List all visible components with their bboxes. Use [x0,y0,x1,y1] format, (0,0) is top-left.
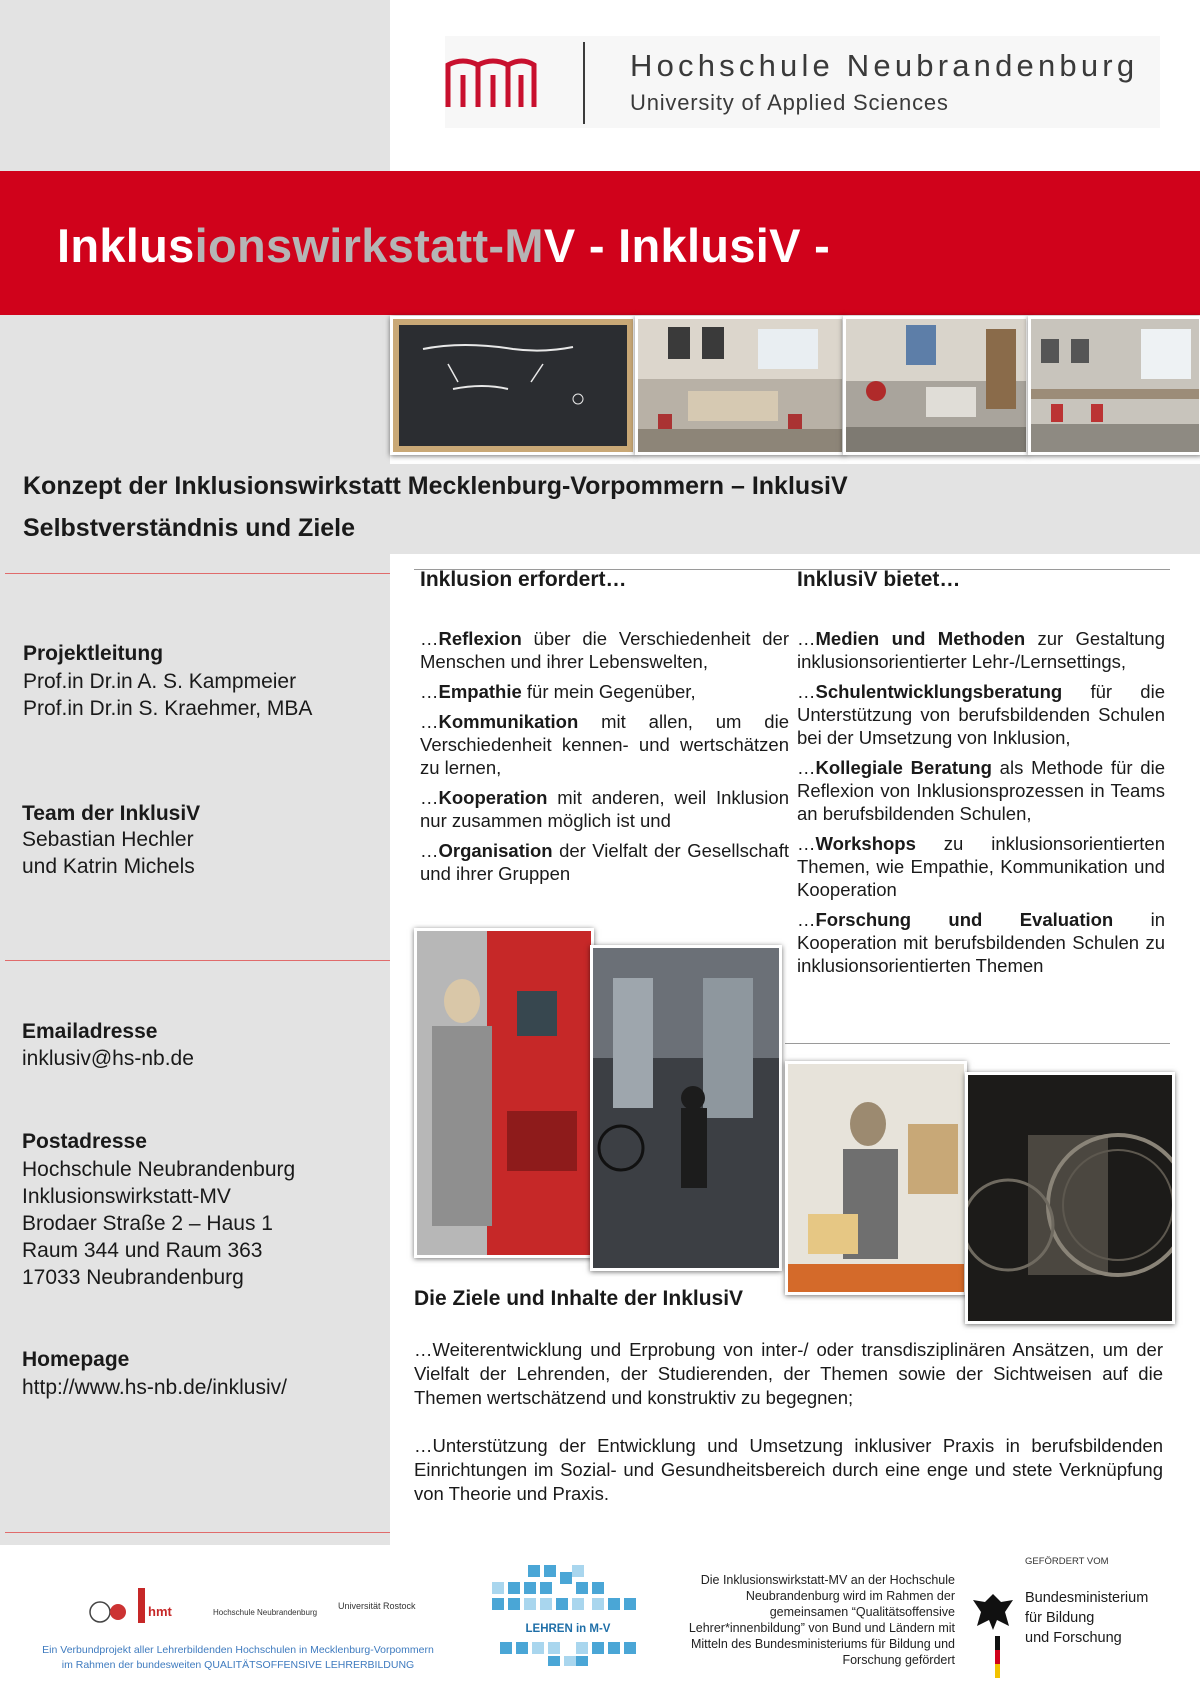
offers-list [797,627,1165,984]
goals-heading: Die Ziele und Inhalte der InklusiV [414,1287,744,1310]
chalkboard-photo [390,316,636,455]
address-heading: Postadresse [22,1130,147,1153]
address-line: Hochschule Neubrandenburg [22,1158,296,1181]
address-line: 17033 Neubrandenburg [22,1266,244,1289]
requirements-heading: Inklusion erfordert… [420,568,627,591]
partner-caption: im Rahmen der bundesweiten QUALITÄTSOFFENSIVE LEHRERBILDUNG [61,1659,415,1671]
hallway-person-photo [785,1061,967,1295]
university-name: Hochschule Neubrandenburg [630,48,1139,83]
room-photo-3 [1028,316,1200,455]
federal-eagle-icon [965,1586,1021,1681]
homepage-heading: Homepage [22,1348,130,1371]
bmbf-logo-area [965,1550,1150,1680]
partner-caption: Ein Verbundprojekt aller Lehrerbildenden Hochschulen in Mecklenburg-Vorpommern [42,1644,434,1656]
project-lead-name: Prof.in Dr.in A. S. Kampmeier [23,670,297,693]
vending-machine-photo [414,928,594,1258]
list-item: …Workshops zu inklusionsorientierten Themen, wie Empathie, Kommunikation und Kooperation [797,833,1165,900]
email-heading: Emailadresse [22,1020,158,1043]
list-item: …Kooperation mit anderen, weil Inklusion nur zusammen möglich ist und [420,787,789,831]
list-item: …Schulentwicklungsberatung für die Unterstützung von berufsbildenden Schulen bei der Umsetzung von Inklusion, [797,681,1165,748]
page-title: Inklusionswirkstatt-MV - InklusiV - [57,219,831,272]
address-line: Brodaer Straße 2 – Haus 1 [22,1212,273,1235]
goals-text [414,1338,1163,1530]
concept-title: Konzept der Inklusionswirkstatt Mecklenburg-Vorpommern – InklusiV [23,472,848,500]
team-member: und Katrin Michels [22,855,195,878]
hmt-logo: hmt [148,1604,172,1619]
logo-divider [583,42,585,124]
email-link[interactable]: inklusiv@hs-nb.de [22,1047,194,1070]
offers-heading: InklusiV bietet… [797,568,961,591]
project-lead-name: Prof.in Dr.in S. Kraehmer, MBA [23,697,313,720]
hsnb-logo: Hochschule Neubrandenburg [213,1608,318,1617]
goal-paragraph: …Weiterentwicklung und Erprobung von inter-/ oder transdisziplinären Ansätzen, um der Vielfalt der Lehrenden, der Studierenden, der Themen sowie der Sichtweisen auf die Themen wertschätzend und konstruktiv zu begegnen; [414,1339,1163,1408]
lehren-mv-logo-icon [488,1560,648,1670]
university-seal-icon [88,1600,128,1625]
partner-logos [18,1550,448,1680]
list-item: …Kommunikation mit allen, um die Verschiedenheit kennen- und wertschätzen zu lernen, [420,711,789,778]
list-item: …Kollegiale Beratung als Methode für die Reflexion von Inklusionsprozessen in Teams an berufsbildenden Schulen, [797,757,1165,824]
concept-subtitle: Selbstverständnis und Ziele [23,514,356,542]
divider [785,1043,1170,1044]
funding-label: GEFÖRDERT VOM [1025,1556,1109,1567]
wheelchair-group-photo [590,945,782,1271]
list-item: …Reflexion über die Verschiedenheit der Menschen und ihrer Lebenswelten, [420,628,789,672]
university-subtitle: University of Applied Sciences [630,90,949,115]
room-photo-1 [635,316,845,455]
funding-note: Die Inklusionswirkstatt-MV an der Hochschule Neubrandenburg wird im Rahmen der gemeinsamen “Qualitätsoffensive Lehrer*innenbildung” von Bund und Ländern mit Mitteln des Bundesministeriums für Bildung und Forschung gefördert [688,1573,955,1667]
list-item: …Medien und Methoden zur Gestaltung inklusionsorientierter Lehr-/Lernsettings, [797,628,1165,672]
list-item: …Forschung und Evaluation in Kooperation mit berufsbildenden Schulen zu inklusionsorientierten Themen [797,909,1166,976]
wheelchair-closeup-photo [965,1072,1175,1324]
homepage-link[interactable]: http://www.hs-nb.de/inklusiv/ [22,1376,287,1399]
hmt-logo-bar [138,1588,145,1623]
list-item: …Empathie für mein Gegenüber, [420,681,696,702]
divider [5,1532,390,1533]
divider [5,960,390,961]
team-member: Sebastian Hechler [22,828,194,851]
list-item: …Organisation der Vielfalt der Gesellschaft und ihrer Gruppen [420,840,789,884]
requirements-list [420,627,789,892]
rostock-logo: Universität Rostock [338,1601,416,1611]
address-line: Inklusionswirkstatt-MV [22,1185,231,1208]
divider [5,573,390,574]
university-logo-icon [445,55,537,109]
goal-paragraph: …Unterstützung der Entwicklung und Umsetzung inklusiver Praxis in berufsbildenden Einrichtungen im Sozial- und Gesundheitsbereich durch eine enge und stete Verknüpfung von Theorie und Praxis. [414,1435,1163,1504]
address-line: Raum 344 und Raum 363 [22,1239,263,1262]
project-lead-heading: Projektleitung [23,642,164,665]
ministry-name: Bundesministerium für Bildung und Forschung [1025,1590,1149,1646]
team-heading: Team der InklusiV [22,802,201,825]
room-photo-2 [843,316,1029,455]
lehren-mv-logo: LEHREN in M-V [525,1623,611,1635]
